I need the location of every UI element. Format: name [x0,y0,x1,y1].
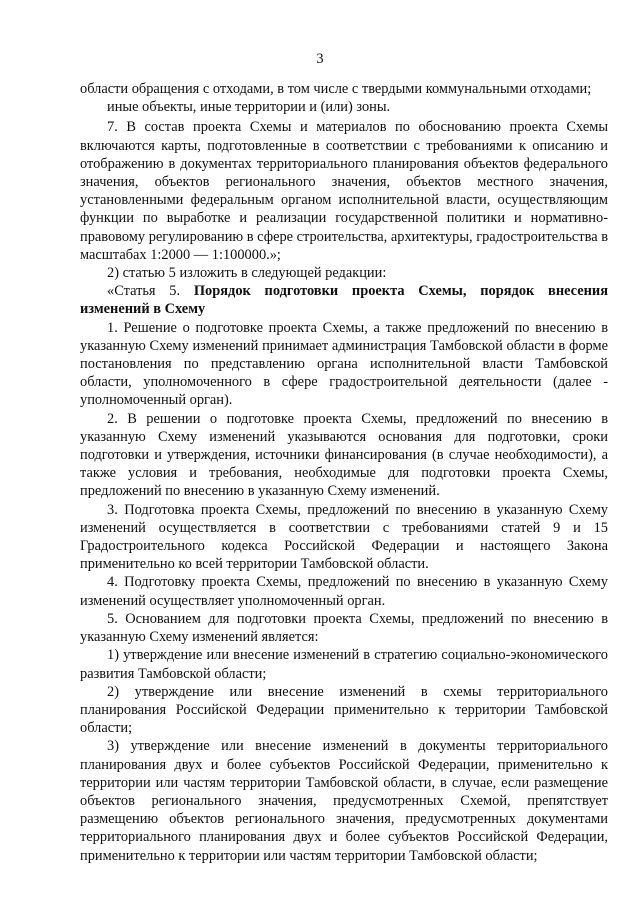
article-5-label: «Статья 5. [107,283,194,300]
paragraph-subclause-2: 2) утверждение или внесение изменений в схемы территориального планирования Российской Федерации применительно к территории Тамбовской области; [80,683,608,737]
paragraph-clause-4: 4. Подготовку проекта Схемы, предложений по внесению в указанную Схему изменений осуществляет уполномоченный орган. [80,574,608,609]
paragraph-subclause-3: 3) утверждение или внесение изменений в документы территориального планирования двух и более субъектов Российской Федерации, применительно к территории или частям территории Тамбовской области, в случае, если размещение объектов регионального значения, предусмотренных Схемой, препятствует размещению объектов регионального значения, предусмотренных документами территориального планирования двух и более субъектов Российской Федерации, применительно к территории или частям территории Тамбовской области; [80,738,608,864]
paragraph-article-5-intro: 2) статью 5 изложить в следующей редакции: [107,265,387,282]
page-number: 3 [316,51,324,67]
article-5-heading [80,282,608,318]
paragraph-clause-5: 5. Основанием для подготовки проекта Схемы, предложений по внесению в указанную Схему изменений является: [80,610,608,646]
paragraph-subclause-1: 1) утверждение или внесение изменений в стратегию социально-экономического развития Тамбовской области; [80,647,608,682]
paragraph-clause-2: 2. В решении о подготовке проекта Схемы, предложений по внесению в указанную Схему изменений указываются основания для подготовки, сроки подготовки и утверждения, источники финансирования (в случае необходимости), а также условия и требования, необходимые для подготовки проекта Схемы, предложений по внесению в указанную Схему изменений. [80,410,608,500]
article-5-title: Порядок подготовки проекта Схемы, порядок внесения изменений в Схему [80,283,609,318]
document-body [80,80,608,865]
paragraph-waste-areas: области обращения с отходами, в том числе с твердыми коммунальными отходами; [80,81,592,97]
paragraph-other-objects: иные объекты, иные территории и (или) зоны. [107,99,391,116]
paragraph-item-7-maps: 7. В состав проекта Схемы и материалов по обоснованию проекта Схемы включаются карты, подготовленные в соответствии с требованиями к описанию и отображению в документах территориального планирования объектов федерального значения, объектов регионального значения, объектов местного значения, установленными федеральным органом исполнительной власти, осуществляющим функции по выработке и реализации государственной политики и нормативно-правовому регулированию в сфере строительства, архитектуры, градостроительства в масштабах 1:2000 — 1:100000.»; [80,119,608,263]
paragraph-clause-1: 1. Решение о подготовке проекта Схемы, а также предложений по внесению в указанную Схему изменений принимает администрация Тамбовской области в форме постановления по представлению органа исполнительной власти Тамбовской области, уполномоченного в сфере градостроительной деятельности (далее - уполномоченный орган). [80,319,608,409]
paragraph-clause-3: 3. Подготовка проекта Схемы, предложений по внесению в указанную Схему изменений осуществляется в соответствии с требованиями статей 9 и 15 Градостроительного кодекса Российской Федерации и настоящего Закона применительно ко всей территории Тамбовской области. [80,501,608,573]
